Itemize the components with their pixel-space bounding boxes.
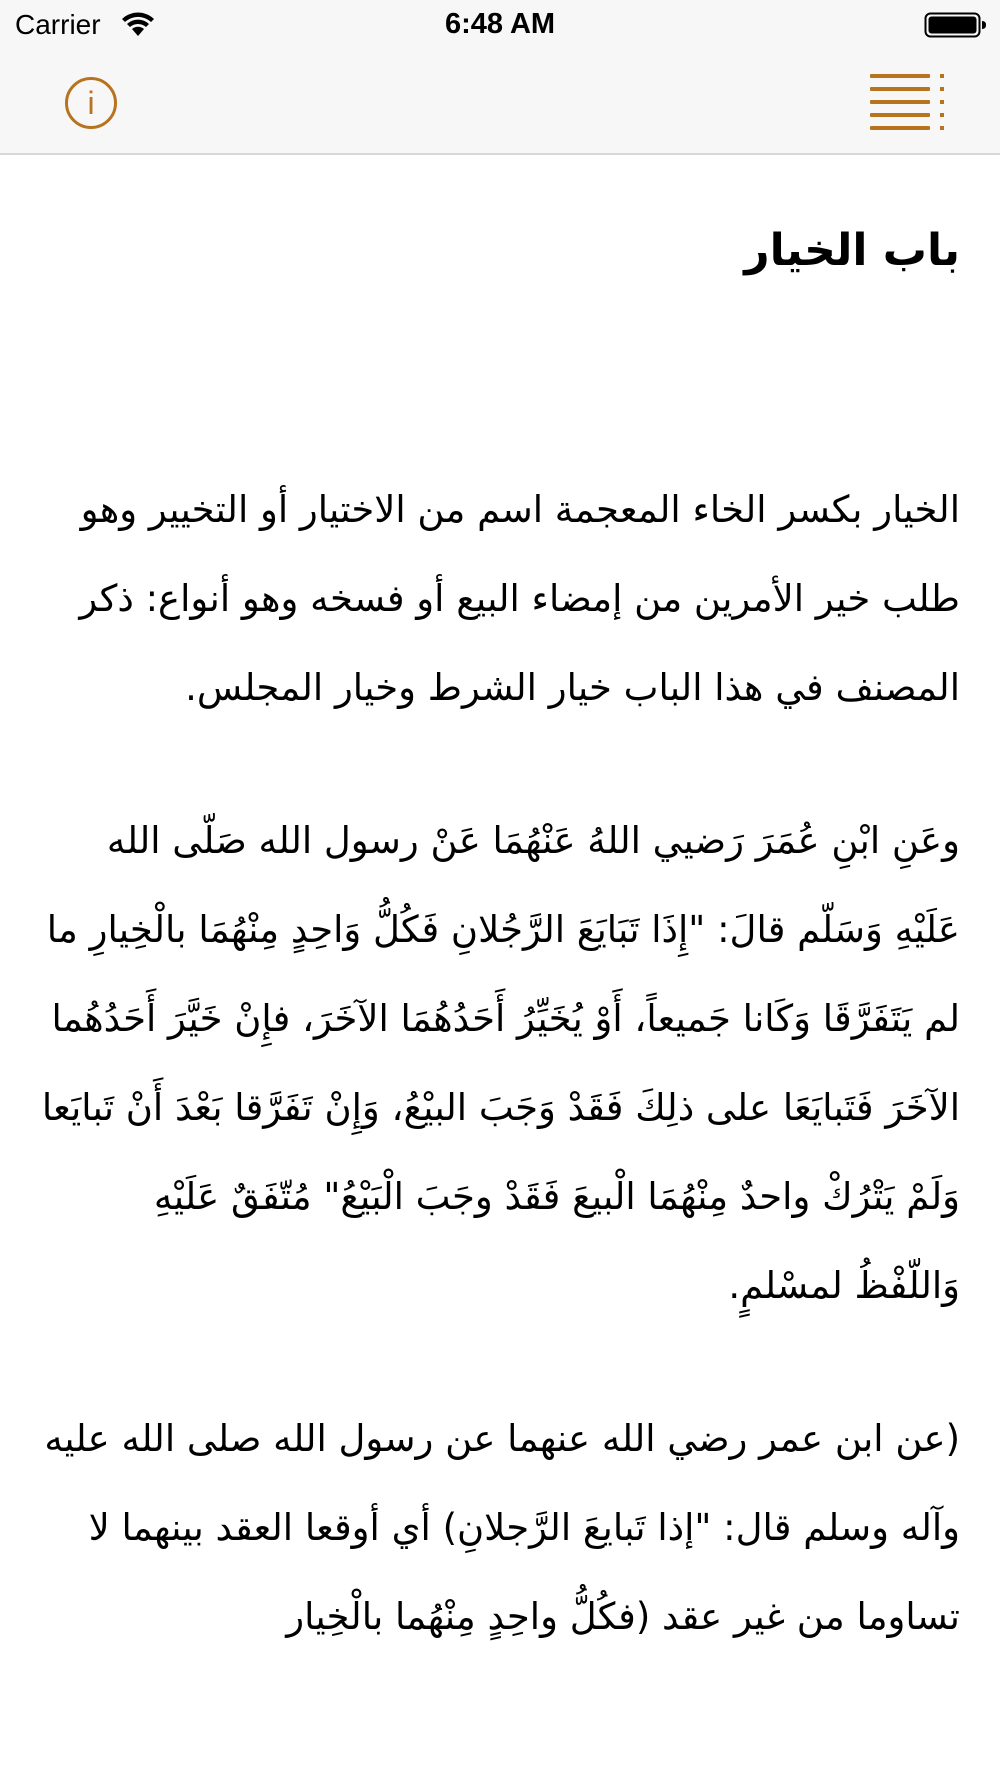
paragraph-definition: الخيار بكسر الخاء المعجمة اسم من الاختيار أو التخيير وهو طلب خير الأمرين من إمضاء البيع أو فسخه وهو أنواع: ذكر المصنف في هذا الباب خيار الشرط وخيار المجلس.: [79, 488, 960, 709]
carrier-label: Carrier: [15, 9, 101, 40]
chapter-title: باب الخيار: [744, 225, 960, 276]
menu-button[interactable]: [868, 71, 948, 131]
status-bar: [0, 0, 1000, 50]
status-time: 6:48 AM: [444, 8, 556, 40]
info-icon: i: [87, 85, 95, 121]
navigation-bar: [0, 50, 1000, 155]
paragraph-hadith: وعَنِ ابْنِ عُمَرَ رَضيي اللهُ عَنْهُمَا عَنْ رسول الله صَلّى الله عَلَيْهِ وَسَلّم قالَ: "إِذَا تَبَايَعَ الرَّجُلانِ فَكُلُّ وَاحِدٍ مِنْهُمَا بالْخِيارِ ما لم يَتَفَرَّقَا وَكَانا جَميعاً، أَوْ يُخَيِّرُ أَحَدُهُمَا الآخَرَ، فإِنْ خَيَّرَ أَحَدُهُما الآخَرَ فَتَبايَعَا على ذلِكَ فَقَدْ وَجَبَ البيْعُ، وَإِنْ تَفَرَّقا بَعْدَ أَنْ تَبايَعا وَلَمْ يَتْرُكْ واحدٌ مِنْهُمَا الْبيعَ فَقَدْ وجَبَ الْبَيْعُ" مُتّفَقٌ عَلَيْهِ وَاللّفْظُ لمسْلمٍ.: [41, 819, 960, 1307]
reader-content: [38, 160, 960, 1661]
list-icon: [870, 74, 944, 130]
paragraph-commentary: (عن ابن عمر رضي الله عنهما عن رسول الله صلى الله عليه وآله وسلم قال: "إذا تَبايعَ الرَّجلانِ) أي أوقعا العقد بينهما لا تساوما من غير عقد (فكُلُّ واحِدٍ مِنْهُما بالْخِيار: [44, 1417, 960, 1638]
info-button[interactable]: [65, 77, 117, 129]
battery-icon: [924, 10, 988, 40]
